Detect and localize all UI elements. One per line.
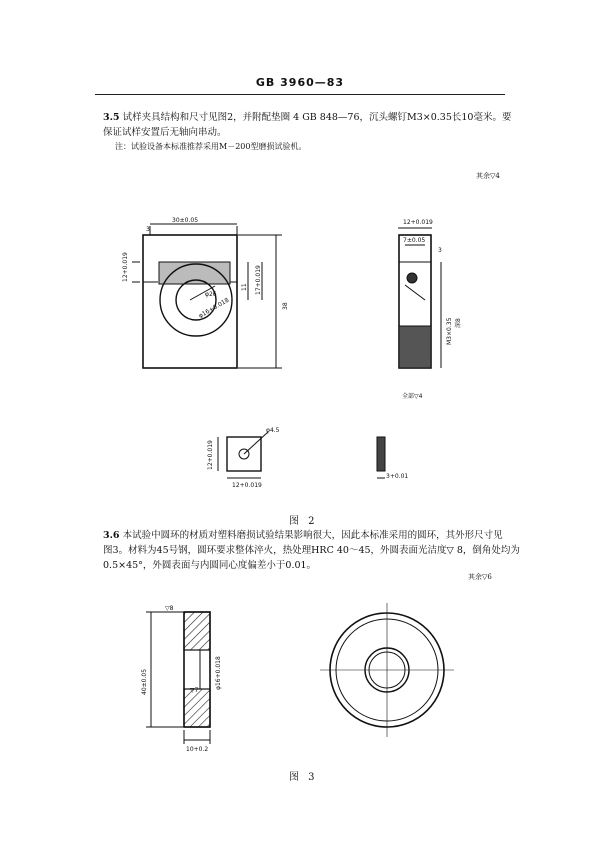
dim-3-washer: 3+0.01 bbox=[386, 473, 409, 480]
finish-7: ▽7 bbox=[190, 687, 199, 694]
dim-phi4-5: φ4.5 bbox=[266, 427, 280, 434]
figure-3-caption: 图 3 bbox=[289, 772, 318, 783]
dim-deep: 深8 bbox=[455, 318, 462, 328]
section-text-line1: 试样夹具结构和尺寸见图2，并附配垫圈 4 GB 848—76，沉头螺钉M3×0.35长10毫米。要 bbox=[122, 112, 512, 123]
dim-38: 38 bbox=[282, 302, 289, 310]
section-note: 注：试验设备本标准推荐采用M－200型磨损试验机。 bbox=[115, 142, 307, 151]
dim-3-side: 3 bbox=[438, 247, 442, 254]
section-text-line2: 保证试样安置后无轴向串动。 bbox=[103, 127, 227, 138]
dim-30: 30±0.05 bbox=[172, 217, 199, 224]
surface-note-all: 全部▽4 bbox=[402, 393, 423, 400]
section-number: 3.6 bbox=[103, 530, 120, 541]
dim-40: 40±0.05 bbox=[141, 668, 148, 695]
surface-note-fig2: 其余▽4 bbox=[476, 172, 500, 180]
dim-12-washer-h: 12+0.019 bbox=[232, 482, 262, 489]
standard-header: GB 3960—83 bbox=[255, 76, 345, 89]
dim-12-left: 12+0.019 bbox=[122, 252, 129, 282]
surface-note-fig3: 其余▽6 bbox=[468, 573, 492, 581]
dim-17: 17+0.019 bbox=[255, 265, 262, 295]
dim-m3: M3×0.35 bbox=[446, 317, 453, 345]
dim-phi16-ring: φ16+0.018 bbox=[215, 656, 222, 690]
dim-10: 10+0.2 bbox=[186, 746, 209, 753]
section-number: 3.5 bbox=[103, 112, 120, 123]
section-text-line1: 本试验中圆环的材质对塑料磨损试验结果影响很大，因此本标准采用的圆环，其外形尺寸见 bbox=[122, 530, 503, 541]
dim-11: 11 bbox=[241, 283, 248, 291]
dim-phi16: φ16+0.018 bbox=[197, 296, 231, 320]
dim-12-side: 12+0.019 bbox=[403, 219, 433, 226]
section-text-line2: 图3。材料为45号钢，圆环要求整体淬火，热处理HRC 40～45，外圆表面光洁度▽ 8，倒角处均为 bbox=[103, 545, 520, 556]
finish-8: ▽8 bbox=[165, 605, 174, 612]
section-text-line3: 0.5×45°，外圆表面与内圆同心度偏差小于0.01。 bbox=[103, 560, 317, 571]
dim-phi26: φ26 bbox=[205, 291, 217, 298]
dim-7: 7±0.05 bbox=[403, 237, 426, 244]
dim-3: 3 bbox=[146, 226, 150, 233]
figure-2-caption: 图 2 bbox=[289, 516, 318, 527]
dim-12-washer-v: 12+0.019 bbox=[207, 440, 214, 470]
